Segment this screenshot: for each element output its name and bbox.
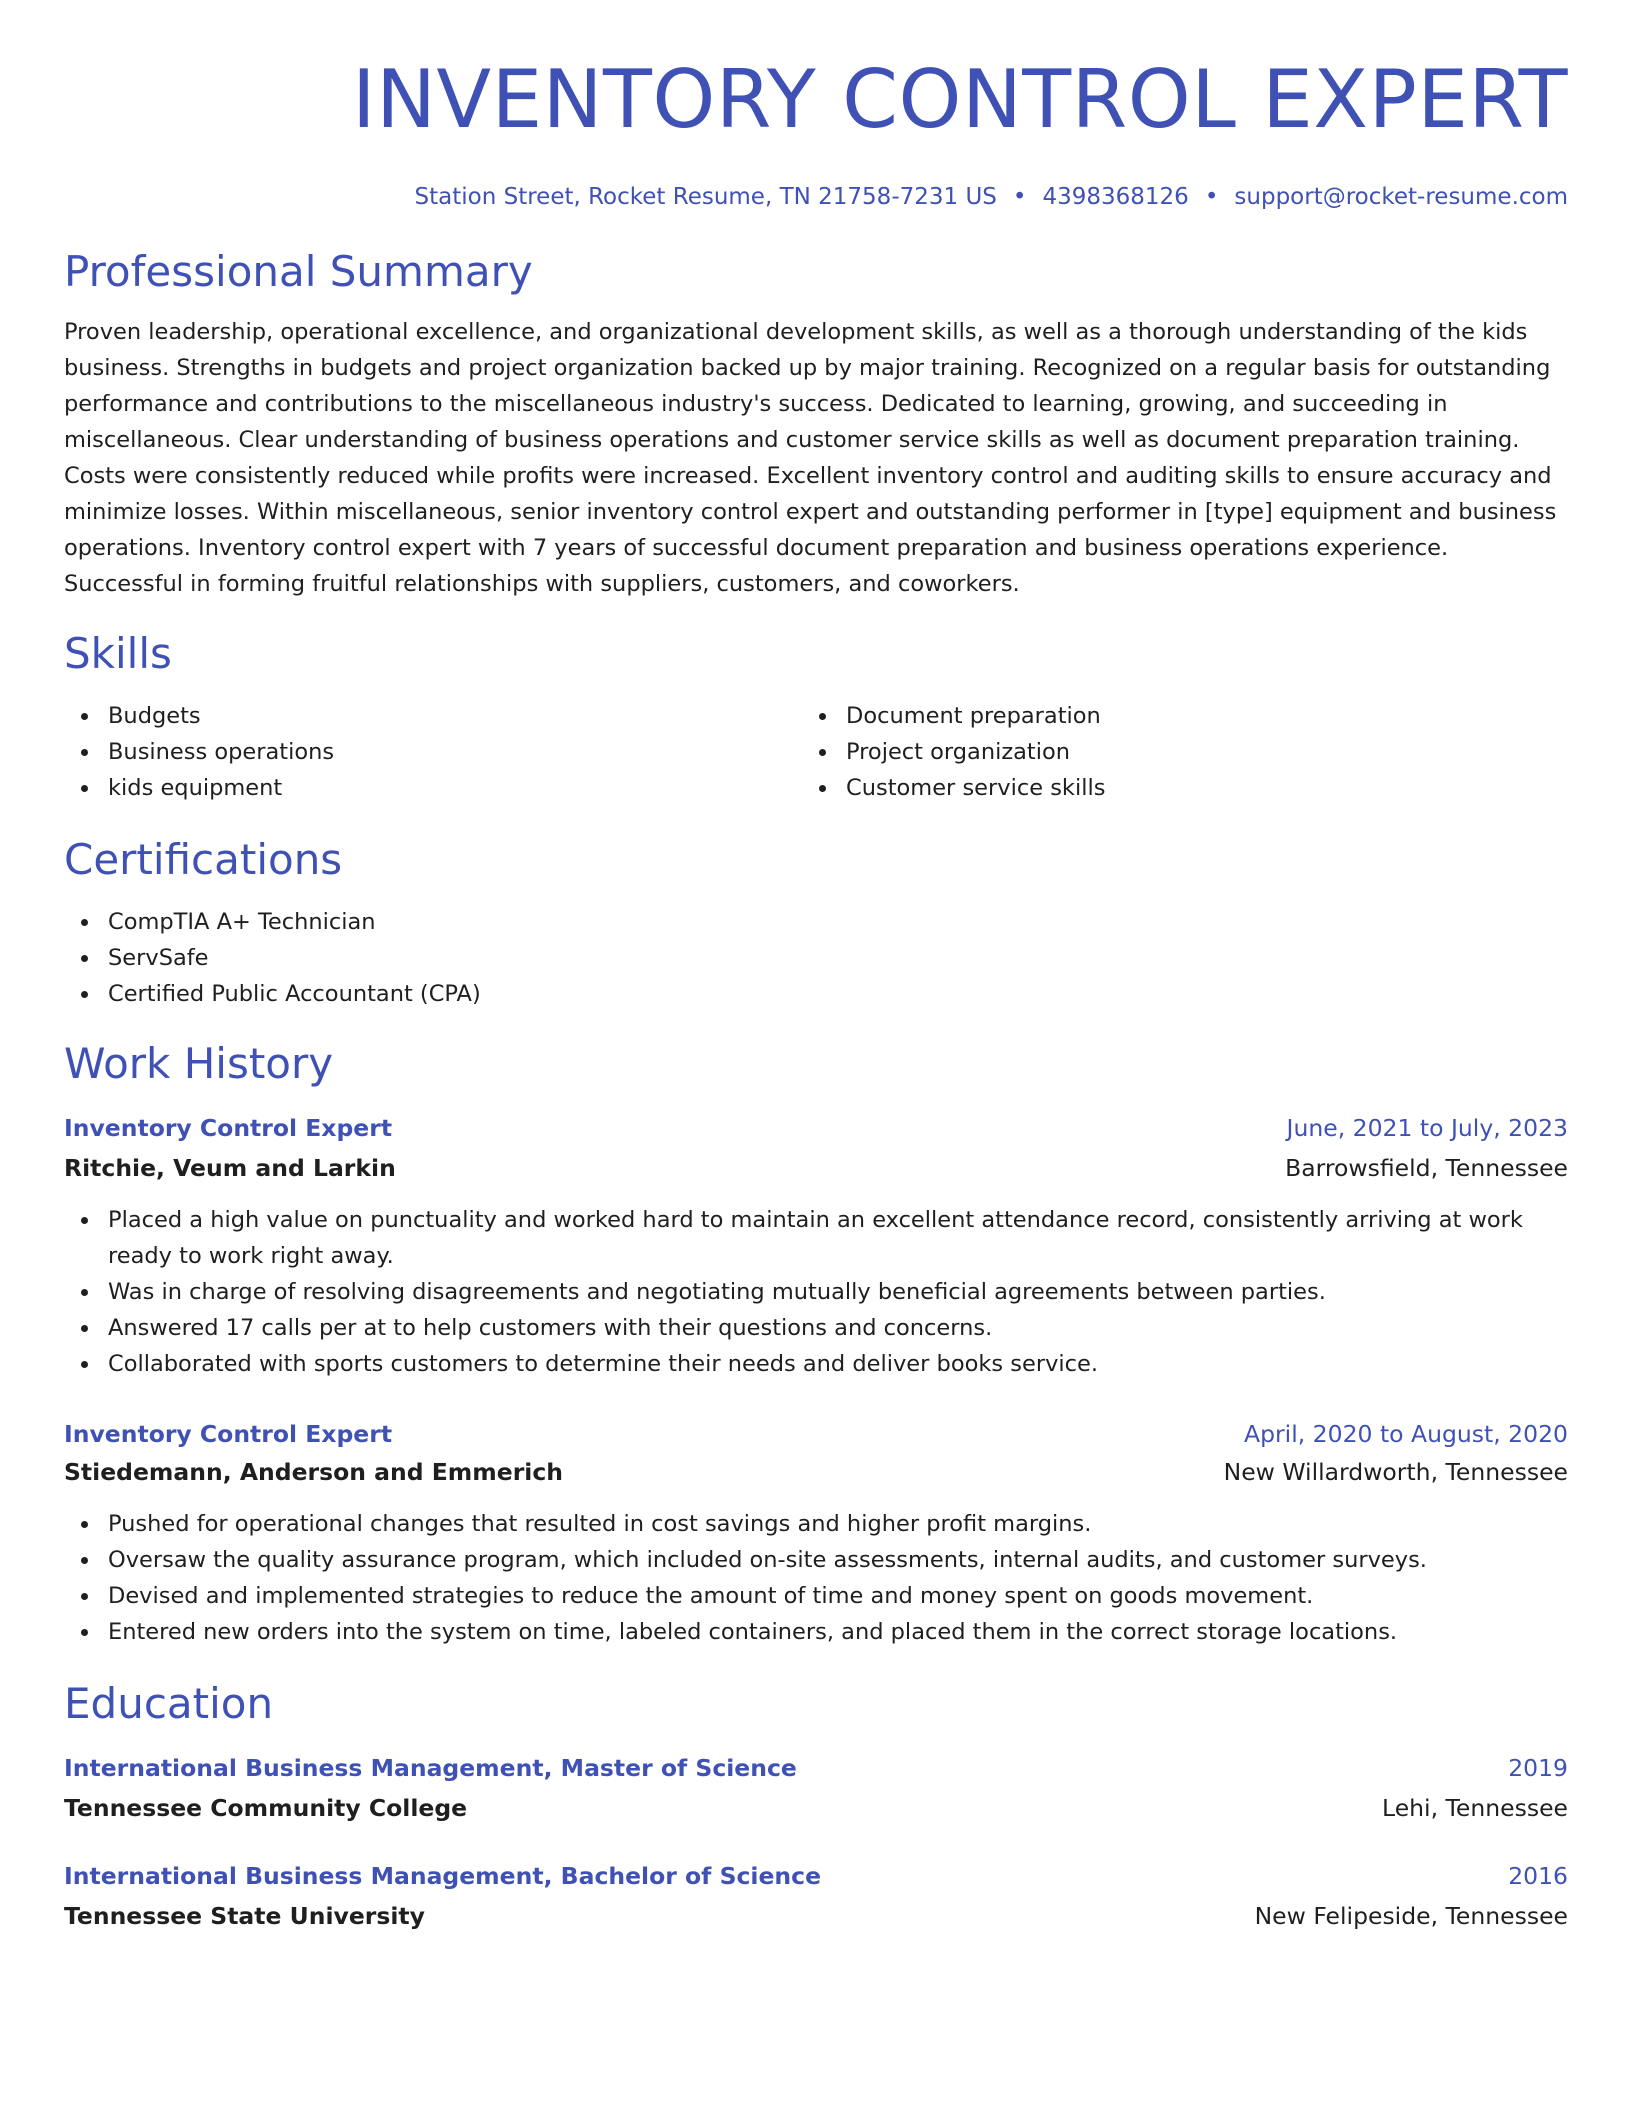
job-role: Inventory Control Expert bbox=[64, 1420, 393, 1448]
education-section bbox=[64, 1678, 1568, 1934]
education-school: Tennessee State University bbox=[64, 1902, 425, 1930]
education-header bbox=[64, 1858, 1568, 1894]
skill-item: kids equipment bbox=[64, 770, 802, 806]
skill-item: Business operations bbox=[64, 734, 802, 770]
job-location: New Willardworth, Tennessee bbox=[1223, 1458, 1568, 1486]
responsibility-item: Was in charge of resolving disagreements and negotiating mutually beneficial agreements between parties. bbox=[64, 1274, 1568, 1310]
education-school: Tennessee Community College bbox=[64, 1794, 468, 1822]
skill-item: Budgets bbox=[64, 698, 802, 734]
responsibility-item: Entered new orders into the system on time, labeled containers, and placed them in the correct storage locations. bbox=[64, 1614, 1568, 1650]
education-entry bbox=[64, 1858, 1568, 1934]
education-entry bbox=[64, 1750, 1568, 1826]
skill-item: Customer service skills bbox=[802, 770, 1568, 806]
job-dates: April, 2020 to August, 2020 bbox=[1244, 1420, 1568, 1448]
education-header bbox=[64, 1750, 1568, 1786]
contact-line bbox=[64, 182, 1568, 212]
job-company-row bbox=[64, 1150, 1568, 1186]
job-company: Ritchie, Veum and Larkin bbox=[64, 1154, 396, 1182]
job-dates: June, 2021 to July, 2023 bbox=[1286, 1114, 1568, 1142]
certification-item: Certified Public Accountant (CPA) bbox=[64, 976, 1568, 1012]
section-title-summary: Professional Summary bbox=[64, 247, 533, 296]
summary-section bbox=[64, 246, 1568, 602]
skills-list-right bbox=[802, 698, 1568, 806]
job-entry bbox=[64, 1110, 1568, 1382]
contact-email: support@rocket-resume.com bbox=[1234, 184, 1568, 210]
education-location: New Felipeside, Tennessee bbox=[1254, 1902, 1568, 1930]
responsibility-item: Oversaw the quality assurance program, which included on-site assessments, internal audits, and customer surveys. bbox=[64, 1542, 1568, 1578]
section-title-work-history: Work History bbox=[64, 1039, 334, 1088]
skills-section bbox=[64, 628, 1568, 806]
job-header bbox=[64, 1110, 1568, 1146]
job-location: Barrowsfield, Tennessee bbox=[1285, 1154, 1568, 1182]
certification-item: ServSafe bbox=[64, 940, 1568, 976]
skill-item: Project organization bbox=[802, 734, 1568, 770]
certification-item: CompTIA A+ Technician bbox=[64, 904, 1568, 940]
education-degree: International Business Management, Master of Science bbox=[64, 1754, 797, 1782]
responsibility-item: Collaborated with sports customers to determine their needs and deliver books service. bbox=[64, 1346, 1568, 1382]
work-history-section bbox=[64, 1038, 1568, 1650]
candidate-name: INVENTORY CONTROL EXPERT bbox=[351, 53, 1568, 146]
certifications-list bbox=[64, 904, 1568, 1012]
skills-grid bbox=[64, 698, 1568, 806]
education-school-row bbox=[64, 1790, 1568, 1826]
job-responsibilities bbox=[64, 1506, 1568, 1650]
certifications-section bbox=[64, 834, 1568, 1012]
job-header bbox=[64, 1416, 1568, 1452]
resume-header bbox=[64, 52, 1568, 212]
contact-phone: 4398368126 bbox=[1042, 184, 1189, 210]
education-degree: International Business Management, Bachelor of Science bbox=[64, 1862, 822, 1890]
section-title-certifications: Certifications bbox=[64, 835, 343, 884]
responsibility-item: Pushed for operational changes that resulted in cost savings and higher profit margins. bbox=[64, 1506, 1568, 1542]
job-company-row bbox=[64, 1454, 1568, 1490]
contact-separator: • bbox=[1012, 184, 1027, 210]
section-title-skills: Skills bbox=[64, 629, 172, 678]
job-responsibilities bbox=[64, 1202, 1568, 1382]
education-location: Lehi, Tennessee bbox=[1382, 1794, 1568, 1822]
contact-separator: • bbox=[1204, 184, 1219, 210]
education-year: 2019 bbox=[1508, 1754, 1568, 1782]
summary-text: Proven leadership, operational excellence, and organizational development skills, as well as a thorough understanding of the kids business. Strengths in budgets and project organization backed up by major training. Recognized on a regular basis for outstanding performance and contributions to the miscellaneous industry's success. Dedicated to learning, growing, and succeeding in miscellaneous. Clear understanding of business operations and customer service skills as well as document preparation training. Costs were consistently reduced while profits were increased. Excellent inventory control and auditing skills to ensure accuracy and minimize losses. Within miscellaneous, senior inventory control expert and outstanding performer in [type] equipment and business operations. Inventory control expert with 7 years of successful document preparation and business operations experience. Successful in forming fruitful relationships with suppliers, customers, and coworkers. bbox=[64, 319, 1557, 597]
education-year: 2016 bbox=[1508, 1862, 1568, 1890]
skills-list-left bbox=[64, 698, 802, 806]
contact-address: Station Street, Rocket Resume, TN 21758-7231 US bbox=[414, 184, 997, 210]
job-entry bbox=[64, 1416, 1568, 1650]
education-school-row bbox=[64, 1898, 1568, 1934]
skill-item: Document preparation bbox=[802, 698, 1568, 734]
job-role: Inventory Control Expert bbox=[64, 1114, 393, 1142]
responsibility-item: Devised and implemented strategies to reduce the amount of time and money spent on goods movement. bbox=[64, 1578, 1568, 1614]
responsibility-item: Answered 17 calls per at to help customers with their questions and concerns. bbox=[64, 1310, 1568, 1346]
responsibility-item: Placed a high value on punctuality and worked hard to maintain an excellent attendance record, consistently arriving at work ready to work right away. bbox=[64, 1202, 1568, 1274]
job-company: Stiedemann, Anderson and Emmerich bbox=[64, 1458, 563, 1486]
section-title-education: Education bbox=[64, 1679, 274, 1728]
